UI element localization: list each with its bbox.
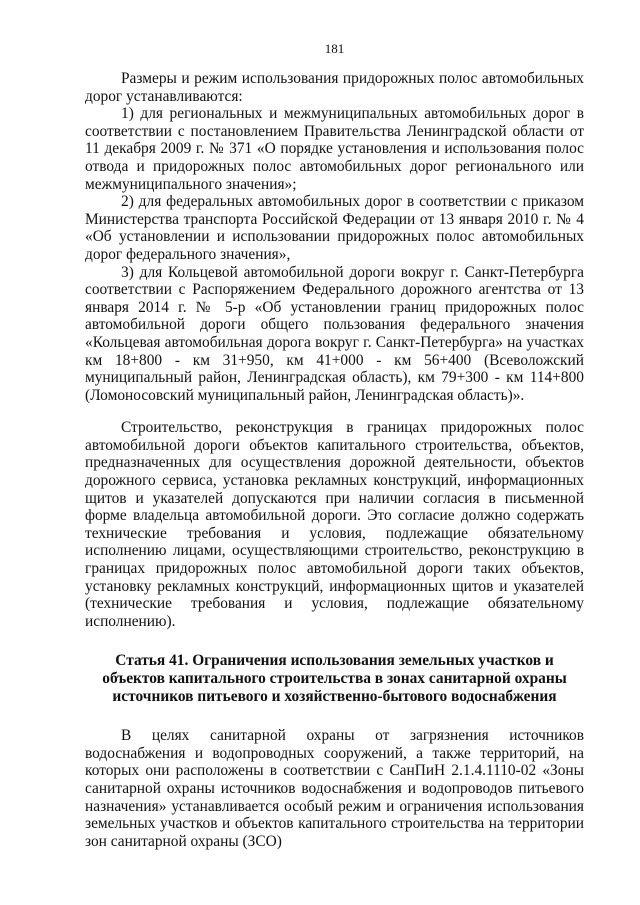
- heading-spacer-bottom: [85, 705, 584, 727]
- paragraph-sanitary-protection: В целях санитарной охраны от загрязнения источников водоснабжения и водопроводных сооружений, а также территорий, на которых они расположены в соответствии с СанПиН 2.1.4.1110-02 «Зоны санитарной охраны источников водоснабжения и водопроводов питьевого назначения» устанавливается особый режим и ограничения использования земельных участков и объектов капитального строительства на территории зон санитарной охраны (ЗСО): [85, 727, 584, 850]
- paragraph-federal-roads: 2) для федеральных автомобильных дорог в соответствии с приказом Министерства транспорта Российской Федерации от 13 января 2010 г. № 4 «Об установлении и использовании придорожных полос автомобильных дорог федерального значения»,: [85, 193, 584, 263]
- paragraph-regional-roads: 1) для региональных и межмуниципальных автомобильных дорог в соответствии с постановлением Правительства Ленинградской области от 11 декабря 2009 г. № 371 «О порядке установления и использования полос отвода и придорожных полос автомобильных дорог регионального или межмуниципального значения»;: [85, 105, 584, 193]
- article-heading: Статья 41. Ограничения использования земельных участков и объектов капитального строительства в зонах санитарной охраны источников питьевого и хозяйственно-бытового водоснабжения: [102, 652, 567, 705]
- heading-spacer-top: [85, 630, 584, 652]
- paragraph-construction: Строительство, реконструкция в границах придорожных полос автомобильной дороги объектов капитального строительства, объектов, предназначенных для осуществления дорожной деятельности, объектов дорожного сервиса, установка рекламных конструкций, информационных щитов и указателей допускаются при наличии согласия в письменной форме владельца автомобильной дороги. Это согласие должно содержать технические требования и условия, подлежащие обязательному исполнению лицами, осуществляющими строительство, реконструкцию в границах придорожных полос автомобильной дороги таких объектов, установку рекламных конструкций, информационных щитов и указателей (технические требования и условия, подлежащие обязательному исполнению).: [85, 419, 584, 630]
- paragraph-ring-road: 3) для Кольцевой автомобильной дороги вокруг г. Санкт-Петербурга соответствии с Распоряжением Федерального дорожного агентства от 13 января 2014 г. № 5-р «Об установлении границ придорожных полос автомобильной дороги общего пользования федерального значения «Кольцевая автомобильная дорога вокруг г. Санкт-Петербурга» на участках км 18+800 - км 31+950, км 41+000 - км 56+400 (Всеволожский муниципальный район, Ленинградская область), км 79+300 - км 114+800 (Ломоносовский муниципальный район, Ленинградская область)».: [85, 263, 584, 404]
- page-number: 181: [324, 41, 345, 56]
- paragraph-spacer: [85, 404, 584, 419]
- paragraph-intro: Размеры и режим использования придорожных полос автомобильных дорог устанавливаются:: [85, 70, 584, 105]
